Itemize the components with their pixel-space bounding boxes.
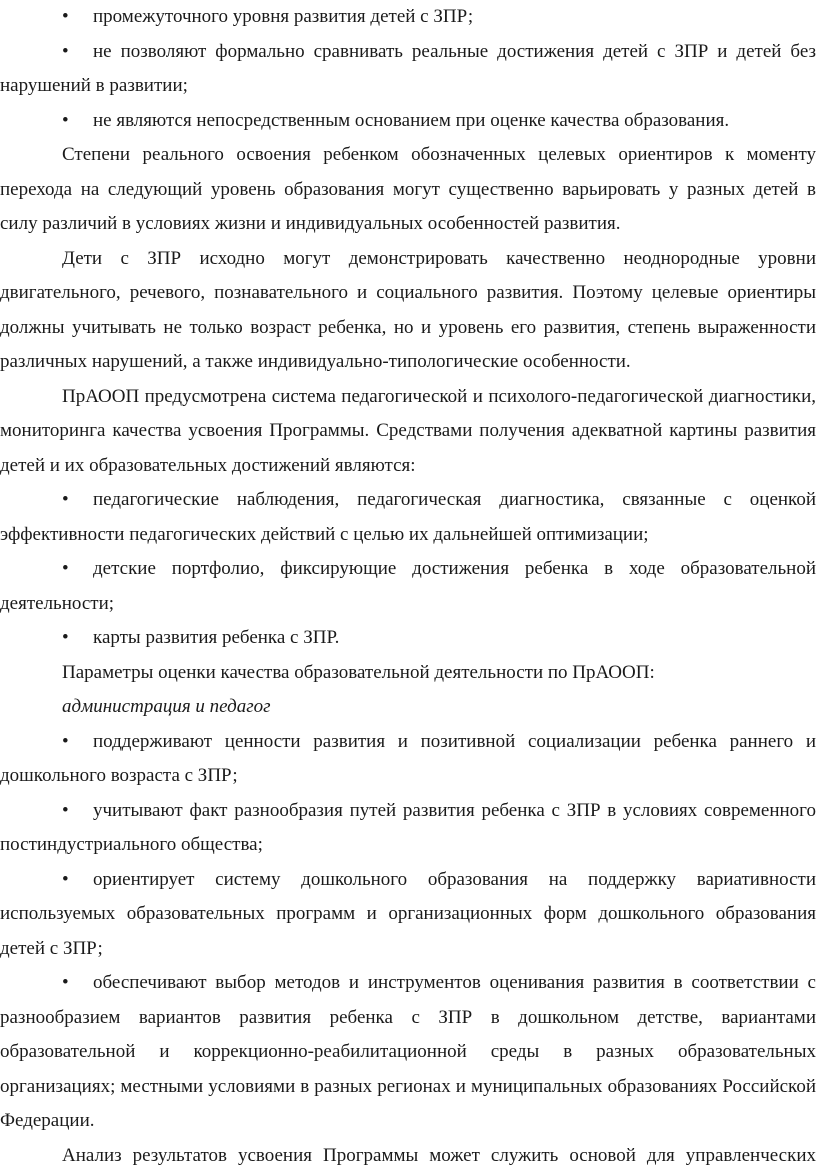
section-lead: Параметры оценки качества образовательной деятельности по ПрАООП: [0,656,816,691]
bullet-icon: • [62,483,93,518]
bullet-text: педагогические наблюдения, педагогическая диагностика, связанные с оценкой эффективности педагогических действий с целью их дальнейшей оптимизации; [0,489,816,545]
bullet-text: промежуточного уровня развития детей с ЗПР; [93,6,473,27]
bullet-item [0,863,816,967]
bullet-text: учитывают факт разнообразия путей развития ребенка с ЗПР в условиях современного постиндустриального общества; [0,800,816,856]
bullet-icon: • [62,966,93,1001]
bullet-text: обеспечивают выбор методов и инструментов оценивания развития в соответствии с разнообразием вариантов развития ребенка с ЗПР в дошкольном детстве, вариантами образовательной и коррекционно-реабилитационной среды в разных образовательных организациях; местными условиями в разных регионах и муниципальных образованиях Российской Федерации. [0,972,816,1131]
bullet-item [0,966,816,1139]
bullet-item [0,725,816,794]
bullet-text: детские портфолио, фиксирующие достижения ребенка в ходе образовательной деятельности; [0,558,816,614]
bullet-icon: • [62,621,93,656]
bullet-icon: • [62,35,93,70]
italic-subheading: администрация и педагог [0,690,816,725]
paragraph: Степени реального освоения ребенком обозначенных целевых ориентиров к моменту перехода на следующий уровень образования могут существенно варьировать у разных детей в силу различий в условиях жизни и индивидуальных особенностей развития. [0,138,816,242]
paragraph: Анализ результатов усвоения Программы может служить основой для управленческих [0,1139,816,1173]
bullet-icon: • [62,794,93,829]
paragraph: Дети с ЗПР исходно могут демонстрировать качественно неоднородные уровни двигательного, речевого, познавательного и социального развития. Поэтому целевые ориентиры должны учитывать не только возраст ребенка, но и уровень его развития, степень выраженности различных нарушений, а также индивидуально-типологические особенности. [0,242,816,380]
bullet-icon: • [62,104,93,139]
bullet-item [0,0,816,35]
bullet-text: не позволяют формально сравнивать реальные достижения детей с ЗПР и детей без нарушений в развитии; [0,41,816,97]
bullet-item [0,483,816,552]
paragraph: ПрАООП предусмотрена система педагогической и психолого-педагогической диагностики, мониторинга качества усвоения Программы. Средствами получения адекватной картины развития детей и их образовательных достижений являются: [0,380,816,484]
bullet-text: не являются непосредственным основанием при оценке качества образования. [93,110,729,131]
bullet-item [0,552,816,621]
bullet-item [0,621,816,656]
bullet-item [0,35,816,104]
bullet-item [0,794,816,863]
bullet-icon: • [62,863,93,898]
bullet-text: карты развития ребенка с ЗПР. [93,627,339,648]
bullet-text: ориентирует систему дошкольного образования на поддержку вариативности используемых образовательных программ и организационных форм дошкольного образования детей с ЗПР; [0,869,816,959]
bullet-item [0,104,816,139]
bullet-icon: • [62,552,93,587]
bullet-icon: • [62,0,93,35]
bullet-text: поддерживают ценности развития и позитивной социализации ребенка раннего и дошкольного возраста с ЗПР; [0,731,816,787]
bullet-icon: • [62,725,93,760]
